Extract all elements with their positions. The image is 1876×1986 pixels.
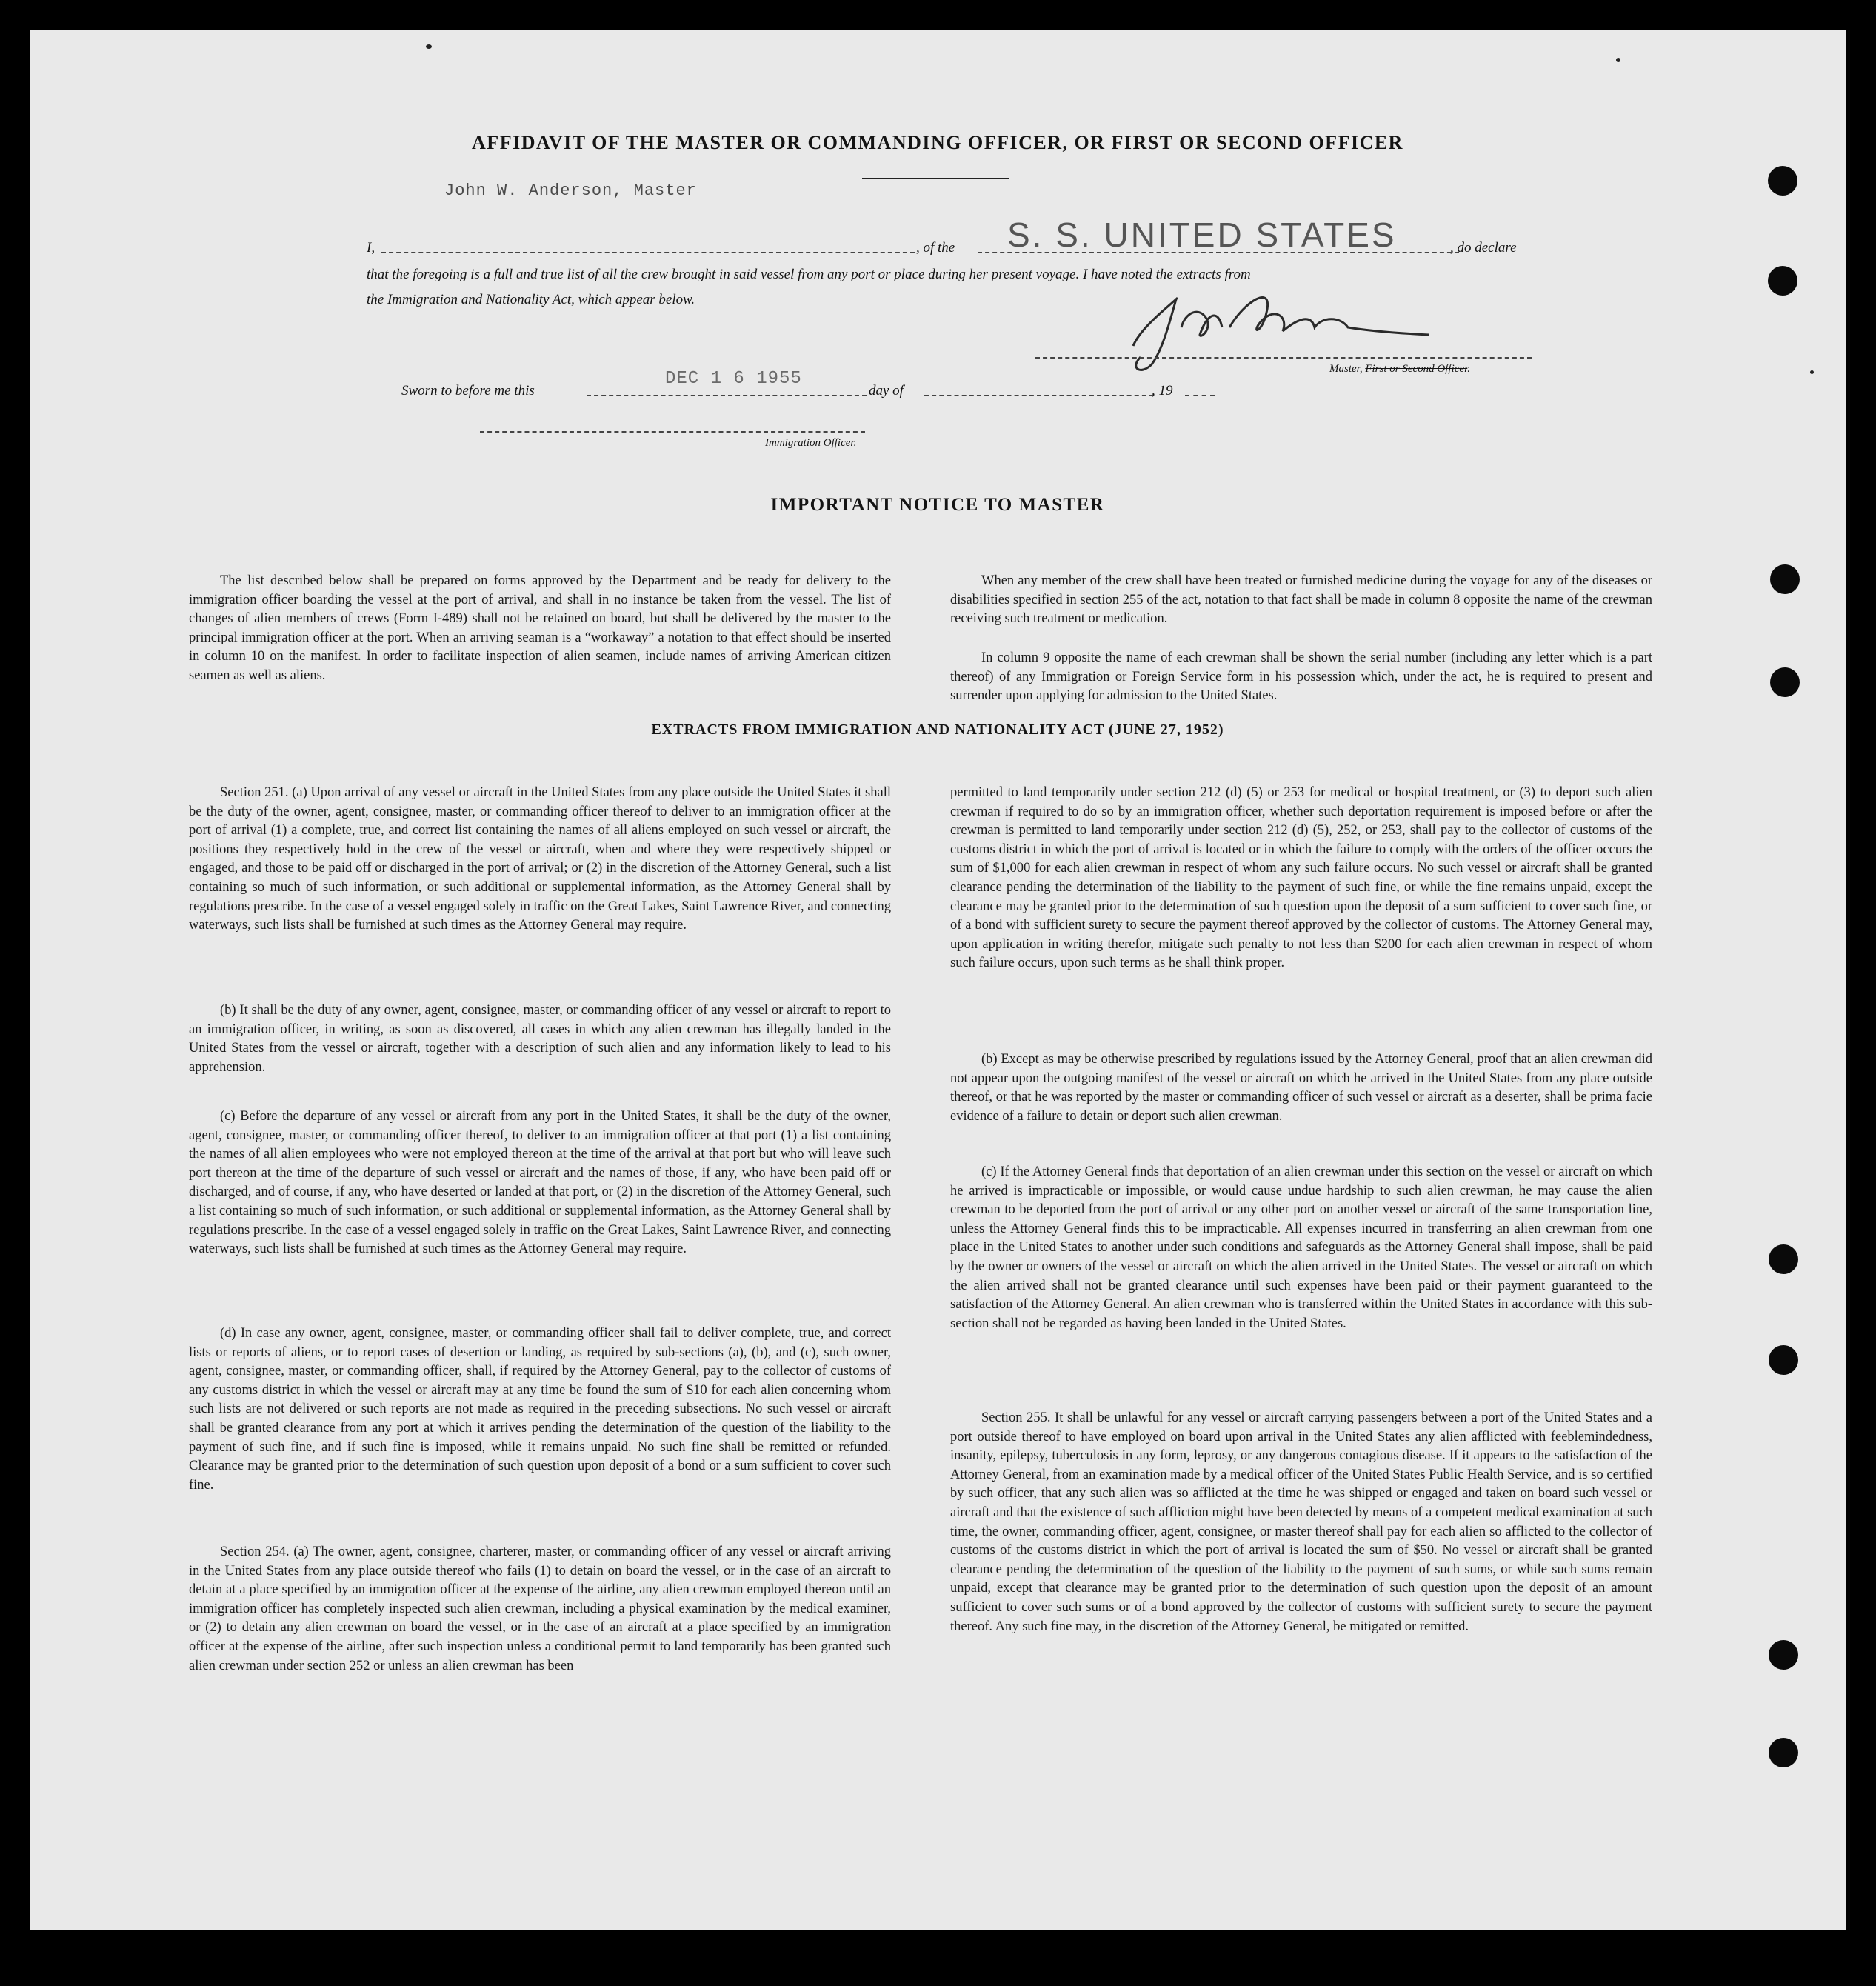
notice-right-paragraph-1 xyxy=(950,572,1652,629)
notice-right-text-1: When any member of the crew shall have been treated or furnished medicine during the voyage for any of the diseases or disabilities specified in section 255 of the act, notation to that fact shall be made in column 8 opposite the name of the crewman receiving such treatment or medication. xyxy=(950,573,1652,627)
section-255-text: Section 255. It shall be unlawful for any vessel or aircraft carrying passengers between a port of the United States and a port outside thereof to have employed on board upon arrival in the United States any alien afflicted with feeblemindedness, insanity, epilepsy, tuberculosis in any form, leprosy, or any dangerous contagious disease. If it appears to the satisfaction of the Attorney General, from an examination made by a medical officer of the United States Public Health Service, and is so certified by such officer, that any such alien was so afflicted at the time he was shipped or engaged and taken on board such vessel or aircraft and that the existence of such affliction might have been detected by means of a competent medical examination at such time, the owner, commanding officer, agent, consignee, or master thereof shall pay for each alien so afflicted to the collector of customs of the customs district in which the port of arrival is located the sum of $50. No vessel or aircraft shall be granted clearance pending the determination of the question of the liability to the payment of such sums, or while such sums remain unpaid, except that clearance may be granted prior to the determination of such question upon the deposit of an amount sufficient to cover such sums or of a bond approved by the collector of customs with sufficient surety to secure the payment thereof. Any such fine may, in the discretion of the Attorney General, be mitigated or remitted. xyxy=(950,1410,1652,1634)
of-the-label: , of the xyxy=(916,240,955,256)
binder-hole xyxy=(1769,1738,1798,1767)
section-251-d-text: (d) In case any owner, agent, consignee, master, or commanding officer shall fail to deliver complete, true, and correct lists or reports of aliens, or to report cases of desertion or landing, as required by sub-sections (a), (b), and (c), such owner, agent, consignee, master, or commanding officer, shall, if required by the Attorney General, pay to the collector of customs of any customs district in which the vessel or aircraft may at any time be found the sum of $10 for each alien concerning whom such lists are not delivered or such reports are not made as required in the preceding subsections. No such vessel or aircraft shall be granted clearance from any port at which it arrives pending the determination of the question of the liability to the payment of such fine, and if such fine is imposed, while it remains unpaid. No such fine shall be remitted or refunded. Clearance may be granted prior to the determination of such question upon deposit of a bond or a sum sufficient to cover such fine. xyxy=(189,1326,891,1493)
do-declare-label: , do declare xyxy=(1450,240,1517,256)
master-title-label xyxy=(1329,363,1470,376)
binder-hole xyxy=(1769,1345,1798,1375)
month-line xyxy=(924,395,1154,396)
section-255 xyxy=(950,1409,1652,1636)
immigration-officer-line xyxy=(480,431,865,433)
typed-master-name: John W. Anderson, Master xyxy=(444,181,697,200)
notice-left-paragraph xyxy=(189,572,891,686)
section-254-a-cont-text: permitted to land temporarily under section 212 (d) (5) or 253 for medical or hospital treatment, or (3) to deport such alien crewman if required to do so by an immigration officer, whether such deportation requirement is imposed before or after the crewman is permitted to land temporarily under section 212 (d) (5), 252, or 253, shall pay to the collector of customs of the customs district in which the port of arrival is located or in which the failure to comply with the orders of the officer occurs the sum of $1,000 for each alien crewman in respect of whom any such failure occurs. No such vessel or aircraft shall be granted clearance pending the determination of the liability to the payment of such fine, or while the fine remains unpaid, except the clearance may be granted prior to the determination of such question upon the deposit of a sum sufficient to cover such fine, or of a bond with sufficient surety to secure the payment thereof approved by the collector of customs. The Attorney General may, upon application in writing therefor, mitigate such penalty to not less than $200 for each alien crewman in respect of whom such failure occurs, upon such terms as he shall think proper. xyxy=(950,785,1652,971)
notice-title: IMPORTANT NOTICE TO MASTER xyxy=(770,495,1105,515)
affidavit-i-label: I, xyxy=(367,240,375,256)
affidavit-title: AFFIDAVIT OF THE MASTER OR COMMANDING OFFICER, OR FIRST OR SECOND OFFICER xyxy=(472,132,1403,153)
sworn-day-line xyxy=(587,395,867,396)
declaration-line-2: the Immigration and Nationality Act, which appear below. xyxy=(367,292,695,307)
section-251-a xyxy=(189,784,891,936)
section-251-c xyxy=(189,1107,891,1259)
section-254-c-text: (c) If the Attorney General finds that deportation of an alien crewman under this section on the vessel or aircraft on which he arrived is impracticable or impossible, or would cause undue hardship to such alien crewman, he may cause the alien crewman to be deported from the port of arrival or any other port on another vessel or aircraft of the same transportation line, unless the Attorney General finds this to be impracticable. All expenses incurred in transferring an alien crewman from one place in the United States to another under such conditions and safeguards as the Attorney General shall impose, shall be paid by the owner or owners of the vessel or aircraft on which the alien arrived in the United States. The vessel or aircraft on which the alien arrived shall not be granted clearance until such expenses have been paid or their payment guaranteed to the satisfaction of the Attorney General. An alien crewman who is transferred within the United States in accordance with this sub-section shall not be regarded as having been landed in the United States. xyxy=(950,1164,1652,1331)
binder-hole xyxy=(1770,564,1800,594)
section-251-b xyxy=(189,1002,891,1077)
binder-hole xyxy=(1770,667,1800,697)
notice-left-text: The list described below shall be prepared on forms approved by the Department and be ready for delivery to the immigration officer boarding the vessel at the port of arrival, and shall in no instance be taken from the vessel. The list of changes of alien members of crews (Form I-489) shall not be retained on board, but shall be delivered by the master to the principal immigration officer at the port. When an arriving seaman is a “workaway” a notation to that effect should be inserted in column 10 on the manifest. In order to facilitate inspection of alien seamen, include names of arriving American citizen seamen as well as aliens. xyxy=(189,573,891,683)
document-page xyxy=(30,30,1846,1930)
declaration-line-1: that the foregoing is a full and true list of all the crew brought in said vessel from any port or place during her present voyage. I have noted the extracts from xyxy=(367,267,1251,282)
master-signature-line xyxy=(1035,357,1532,359)
section-254-a-text: Section 254. (a) The owner, agent, consignee, charterer, master, or commanding officer of any vessel or aircraft arriving in the United States from any place outside thereof who fails (1) to detain on board the vessel, or in the case of an aircraft to detain at a place specified by an immigration officer at the expense of the airline, any alien crewman employed thereon until an immigration officer has completely inspected such alien crewman, including a physical examination by the medical examiner, or (2) to detain any alien crewman on board the vessel, or in the case of an aircraft at a place specified by an immigration officer at the expense of the airline, after such inspection unless a conditional permit to land temporarily has been granted such alien crewman under section 252 or unless an alien crewman has been xyxy=(189,1545,891,1673)
notice-right-paragraph-2 xyxy=(950,649,1652,706)
master-label-end: . xyxy=(1467,363,1470,375)
sworn-label: Sworn to before me this xyxy=(401,383,535,399)
speck xyxy=(426,44,432,49)
extracts-title: EXTRACTS FROM IMMIGRATION AND NATIONALITY ACT (JUNE 27, 1952) xyxy=(651,722,1224,738)
section-251-a-text: Section 251. (a) Upon arrival of any vessel or aircraft in the United States from any place outside the United States it shall be the duty of the owner, agent, consignee, master, or commanding officer thereof to deliver to an immigration officer at the port of arrival (1) a complete, true, and correct list containing the names of all aliens employed on such vessel or aircraft, the positions they respectively hold in the crew of the vessel or aircraft, when and where they were respectively shipped or engaged, and those to be paid off or discharged in the port of arrival; or (2) in the discretion of the Attorney General, such a list containing so much of such information, or such additional or supplemental information, as the Attorney General shall by regulations prescribe. In the case of a vessel engaged solely in traffic on the Great Lakes, Saint Lawrence River, and connecting waterways, such lists shall be furnished at such times as the Attorney General may require. xyxy=(189,785,891,933)
notice-right-text-2: In column 9 opposite the name of each crewman shall be shown the serial number (including any letter which is a part thereof) of any Immigration or Foreign Service form in his possession which, under the act, he is required to present and surrender upon applying for admission to the United States. xyxy=(950,650,1652,704)
binder-hole xyxy=(1769,1640,1798,1670)
vessel-name-stamp: S. S. UNITED STATES xyxy=(1007,216,1397,254)
name-line xyxy=(381,252,915,253)
section-254-a xyxy=(189,1543,891,1676)
binder-hole xyxy=(1768,266,1797,296)
section-251-d xyxy=(189,1324,891,1495)
immigration-officer-label: Immigration Officer. xyxy=(765,437,857,449)
speck xyxy=(1810,370,1814,374)
speck xyxy=(1616,58,1620,62)
section-254-b xyxy=(950,1050,1652,1126)
year-line xyxy=(1185,395,1215,396)
day-of-label: day of xyxy=(869,383,904,399)
master-label: Master, xyxy=(1329,363,1363,375)
section-254-a-cont xyxy=(950,784,1652,973)
section-251-b-text: (b) It shall be the duty of any owner, agent, consignee, master, or commanding officer of any vessel or aircraft to report to an immigration officer, in writing, as soon as discovered, all cases in which any alien crewman has illegally landed in the United States from the vessel or aircraft, together with a description of such alien and any information likely to lead to his apprehension. xyxy=(189,1003,891,1075)
binder-hole xyxy=(1769,1244,1798,1274)
date-stamp: DEC 1 6 1955 xyxy=(665,369,802,389)
binder-hole xyxy=(1768,166,1797,196)
section-254-b-text: (b) Except as may be otherwise prescribed by regulations issued by the Attorney General, proof that an alien crewman did not appear upon the outgoing manifest of the vessel or aircraft on which he arrived in the United States from any place outside thereof, or that he was reported by the master or commanding officer of such vessel or aircraft as a deserter, shall be prima facie evidence of a failure to detain or deport such alien crewman. xyxy=(950,1052,1652,1124)
section-251-c-text: (c) Before the departure of any vessel or aircraft from any port in the United States, it shall be the duty of the owner, agent, consignee, master, or commanding officer thereof, to deliver to an immigration officer at that port (1) a list containing the names of all alien employees who were not employed thereon at the time of the arrival at that port but who will leave such port thereon at the time of the departure of such vessel or aircraft and the names of those, if any, who have been paid off or discharged, and of course, if any, who have deserted or landed at that port, or (2) in the discretion of the Attorney General, such a list containing so much of such information, or such additional or supplemental information, as the Attorney General shall by regulations prescribe. In the case of a vessel engaged solely in traffic on the Great Lakes, Saint Lawrence River, and connecting waterways, such lists shall be furnished at such times as the Attorney General may require. xyxy=(189,1109,891,1257)
struck-officer-label: First or Second Officer xyxy=(1365,363,1468,375)
year-label: , 19 xyxy=(1152,383,1173,399)
title-underline xyxy=(862,178,1009,179)
section-254-c xyxy=(950,1163,1652,1333)
